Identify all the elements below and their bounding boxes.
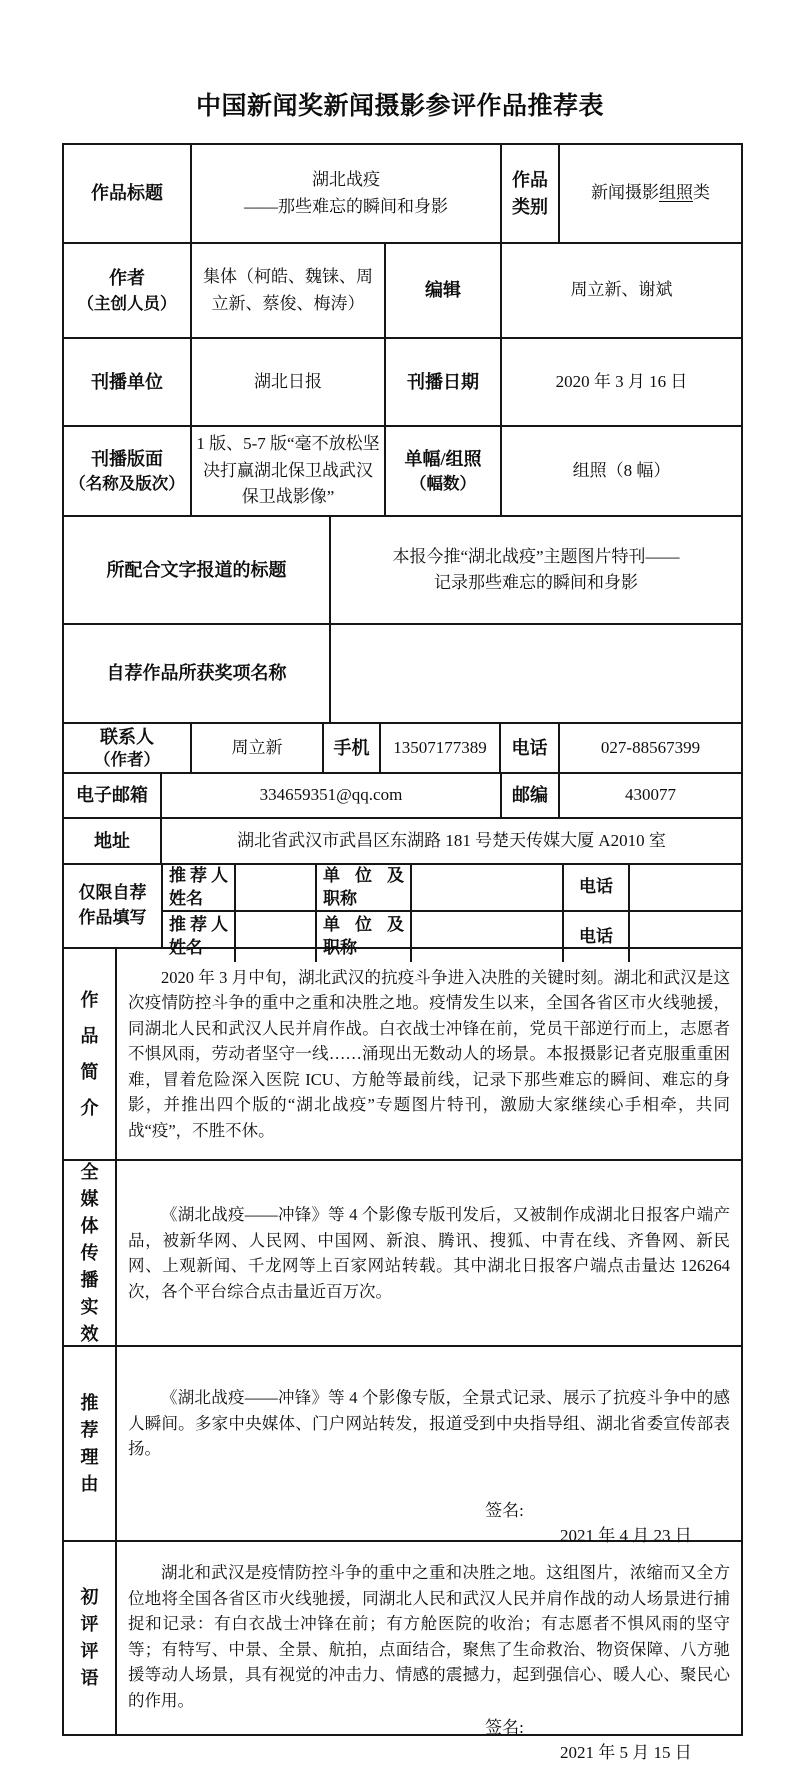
recommendation-form-table [62, 143, 743, 1762]
recommender-name-label: 推荐人 姓名 [163, 912, 236, 962]
category-value [560, 145, 741, 242]
author-value: 集体（柯皓、魏铼、周立新、蔡俊、梅涛） [192, 244, 386, 337]
self-recommend-label: 仅限自荐 作品填写 [64, 865, 163, 947]
row-email [64, 774, 741, 819]
row-contact [64, 724, 741, 774]
intro-content [117, 949, 741, 1159]
recommend-reason-label: 推荐理由 [64, 1347, 117, 1540]
intro-label: 作品简介 [64, 949, 117, 1159]
row-author [64, 244, 741, 339]
email-label: 电子邮箱 [64, 774, 162, 817]
mobile-value: 13507177389 [381, 724, 501, 772]
media-effect-label: 全媒体传播实效 [64, 1161, 117, 1345]
address-value: 湖北省武汉市武昌区东湖路 181 号楚天传媒大厦 A2010 室 [237, 830, 666, 850]
publish-date-value: 2020 年 3 月 16 日 [555, 371, 688, 391]
phone-value: 027-88567399 [600, 737, 701, 757]
recommend-date: 2021 年 4 月 23 日 [560, 1525, 692, 1545]
publish-org-value: 湖北日报 [192, 339, 386, 425]
recommender-name-value [236, 865, 317, 910]
review-sign-label: 签名: [485, 1718, 524, 1737]
recommender-org-value [412, 865, 564, 910]
row-self-recommend [64, 865, 741, 957]
recommender-org-label: 单位及 职称 [317, 912, 412, 962]
recommender-phone-label: 电话 [564, 912, 630, 962]
postcode-value: 430077 [625, 785, 676, 805]
recommender-org-label: 单位及 职称 [317, 865, 412, 910]
recommend-sign-label: 签名: [485, 1500, 524, 1520]
category-underlined: 组照 [659, 183, 693, 203]
category-prefix: 新闻摄影 [591, 183, 659, 203]
media-effect-content [117, 1161, 741, 1345]
row-publish-org [64, 339, 741, 427]
row-review-comment [64, 1542, 741, 1762]
self-award-label: 自荐作品所获奖项名称 [64, 625, 331, 722]
editor-label: 编辑 [386, 244, 502, 337]
work-title-line1: 湖北战疫 [312, 170, 380, 190]
contact-name-value: 周立新 [192, 724, 324, 772]
format-label: 单幅/组照 （幅数） [386, 427, 502, 515]
row-text-report-title [64, 517, 741, 625]
publish-page-label: 刊播版面 （名称及版次） [64, 427, 192, 515]
author-label: 作者 （主创人员） [64, 244, 192, 337]
media-effect-text: 《湖北战疫——冲锋》等 4 个影像专版刊发后，又被制作成湖北日报客户端产品，被新华网、人民网、中国网、新浪、腾讯、搜狐、中青在线、齐鲁网、新民网、上观新闻、千龙网等上百家网站转载。其中湖北日报客户端点击量达 126264 次，各个平台综合点击量近百万次。 [128, 1205, 730, 1301]
self-recommend-row-1 [163, 865, 741, 912]
recommend-reason-text: 《湖北战疫——冲锋》等 4 个影像专版，全景式记录、展示了抗疫斗争中的感人瞬间。多家中央媒体、门户网站转发，报道受到中央指导组、湖北省委宣传部表扬。 [128, 1388, 730, 1458]
recommender-phone-value [630, 865, 741, 910]
mobile-label: 手机 [324, 724, 381, 772]
self-award-value [331, 625, 741, 722]
review-comment-label: 初评评语 [64, 1542, 117, 1734]
category-label: 作品 类别 [502, 145, 560, 242]
review-date: 2021 年 5 月 15 日 [560, 1743, 692, 1762]
postcode-label: 邮编 [502, 774, 560, 817]
phone-label: 电话 [501, 724, 560, 772]
intro-text: 2020 年 3 月中旬，湖北武汉的抗疫斗争进入决胜的关键时刻。湖北和武汉是这次疫情防控斗争的重中之重和决胜之地。疫情发生以来，全国各省区市火线驰援，同湖北人民和武汉人民并肩作战。白衣战士冲锋在前，党员干部逆行而上，志愿者不惧风雨，劳动者坚守一线……涌现出无数动人的场景。本报摄影记者克服重重困难，冒着危险深入医院 ICU、方舱等最前线，记录下那些难忘的瞬间、难忘的身影，并推出四个版的“湖北战疫”专题图片特刊，激励大家继续心手相牵，共同战“疫”，不胜不休。 [128, 967, 730, 1140]
row-work-title [64, 145, 741, 244]
page-title: 中国新闻奖新闻摄影参评作品推荐表 [195, 93, 604, 120]
recommender-name-label: 推荐人 姓名 [163, 865, 236, 910]
text-report-title-value: 本报今推“湖北战疫”主题图片特刊—— 记录那些难忘的瞬间和身影 [392, 546, 680, 592]
editor-value: 周立新、谢斌 [570, 280, 673, 300]
row-address [64, 819, 741, 865]
work-title-label: 作品标题 [64, 145, 192, 242]
recommender-phone-label: 电话 [564, 865, 630, 910]
review-comment-content [117, 1542, 741, 1762]
row-recommend-reason [64, 1347, 741, 1545]
format-value: 组照（8 幅） [572, 460, 671, 480]
publish-org-label: 刊播单位 [64, 339, 192, 425]
email-value: 334659351@qq.com [162, 774, 502, 817]
category-suffix: 类 [693, 183, 710, 203]
row-intro [64, 949, 741, 1161]
review-comment-text: 湖北和武汉是疫情防控斗争的重中之重和决胜之地。这组图片，浓缩而又全方位地将全国各省区市火线驰援，同湖北人民和武汉人民并肩作战的动人场景进行捕捉和记录：有白衣战士冲锋在前；有方舱医院的收治；有志愿者不惧风雨的坚守等；有特写、中景、全景、航拍，点面结合，聚焦了生命救治、物资保障、八方驰援等动人场景，具有视觉的冲击力、情感的震撼力，起到强信心、暖人心、聚民心的作用。 [128, 1563, 730, 1710]
text-report-title-label: 所配合文字报道的标题 [64, 517, 331, 623]
row-self-award [64, 625, 741, 724]
row-media-effect [64, 1161, 741, 1347]
address-label: 地址 [64, 819, 162, 863]
publish-date-label: 刊播日期 [386, 339, 502, 425]
publish-page-value: 1 版、5-7 版“毫不放松坚决打赢湖北保卫战武汉保卫战影像” [192, 427, 386, 515]
self-recommend-grid [163, 865, 741, 957]
recommend-reason-content [117, 1347, 741, 1545]
row-publish-page [64, 427, 741, 517]
contact-label: 联系人 （作者） [64, 724, 192, 772]
work-title-line2: ——那些难忘的瞬间和身影 [244, 196, 448, 216]
work-title-value [192, 145, 502, 242]
